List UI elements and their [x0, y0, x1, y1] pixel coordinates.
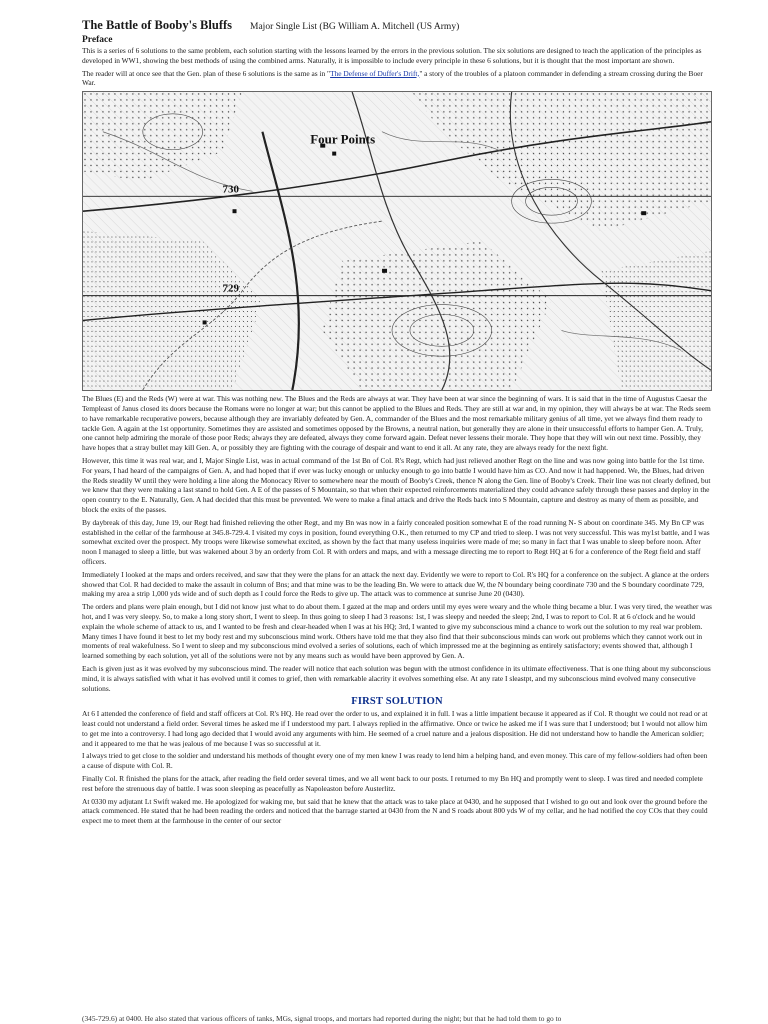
- map-label-729: 729: [222, 282, 239, 295]
- preface-paragraph-2: [82, 69, 712, 89]
- body-paragraph-2: However, this time it was real war, and I, Major Single List, was in actual command of the 1st Bn of Col. R's Regt, which had just relieved another Regt on the line and was now going into battle for the 1st time. For years, I had heard of the campaigns of Gen. A, and had hoped that if ever was lucky enough or unlucky enough to go into battle I would have him as CO. And now it had happened. We, the Blues, had driven the Reds steadily W until they were holding a line along the Monocacy River to somewhere near the mouth of Booby's Creek, thence N along the Gen. line of Booby's Creek. Their line was not clearly defined, but we knew that they were making a last stand to hold Gen. A E of the passes of S Mountain, so that when their expected reinforcements materialized they could advance safely through these passes and deploy in the open country to the E. Naturally, Gen. A had decided that this must be prevented. We were to make a final attack and drive the Reds back into S Mountain, capture and destroy as many of them as possible, and block the exits of the passes.: [82, 455, 711, 514]
- first-solution-paragraph-4: At 0330 my adjutant Lt Swift waked me. He apologized for waking me, but said that he knew that the attack was to take place at 0430, and he supposed that I wished to go out and look over the ground before the attack commenced. He stated that he had been reading the orders and noticed that the barrage started at 0430 from the N and S roads about 800 yds W of my cellar, and he had notified the coy COs that they could expect me to meet them at the farmhouse in the center of our sector: [82, 796, 708, 826]
- preface-label: Preface: [82, 35, 113, 45]
- body-paragraph-4: Immediately I looked at the maps and orders received, and saw that they were the plans for an attack the next day. Evidently we were to report to Col. R's HQ for a conference on the subject. A glance at the orders showed that Col. R had decided to make the assault in column of Bns; and that mine was to be the leading Bn. We were to attack due W, the N boundary being coordinate 730 and the S boundary coordinate 729, making my area a strip 1,000 yds wide and of such depth as I could force the Reds to give up. The attack was to commence at sunrise June 20 (0430).: [82, 569, 709, 599]
- first-solution-paragraph-1: At 6 I attended the conference of field and staff officers at Col. R's HQ. He read over the order to us, and explained it in full. I was a little impatient because it appeared as if Col. R thought we could not read or at least could not understand a field order. Several times he asked me if I understood my part. I always replied in the affirmative. Once or twice he asked me if I was sure that I understood; but I would not allow him to get me into a controversy. I had long ago decided that I would avoid any arguments with him. He seemed of a cruel nature and a jealous disposition. He did not understand how to handle the American soldier; and it appeared to me that he was jealous of me because I was so successful at it.: [82, 709, 708, 748]
- preface-paragraph-1: This is a series of 6 solutions to the same problem, each solution starting with the lessons learned by the errors in the previous solution. The six solutions are designed to teach the application of the principles as developed in WW1, showing the best methods of using the combined arms. Naturally, it is impossible to include every principle in these 6 solutions, but it is thought that the most important are shown.: [82, 46, 702, 65]
- first-solution-heading: FIRST SOLUTION: [351, 696, 443, 708]
- page-subtitle: Major Single List (BG William A. Mitchell (US Army): [250, 22, 460, 32]
- preface-p2-after: " a story of the troubles of a platoon commander in defending a stream crossing during the Boer War.: [82, 68, 703, 88]
- duffers-drift-link[interactable]: The Defense of Duffer's Drift,: [330, 68, 420, 78]
- map-label-730: 730: [222, 183, 239, 196]
- map-label-four-points: Four Points: [310, 131, 376, 147]
- first-solution-paragraph-3: Finally Col. R finished the plans for the attack, after reading the field order several times, and we all went back to our posts. I returned to my Bn HQ and promptly went to sleep. I was tired and needed complete rest before the strenuous day of battle. I was soon sleeping as peacefully as Napoleaston before Austerlitz.: [82, 774, 703, 793]
- topographic-map: [82, 91, 712, 391]
- body-paragraph-6: Each is given just as it was evolved by my subconscious mind. The reader will notice that each solution was begun with the utmost confidence in its ultimate effectiveness. That is one thing about my subconscious mind, it is always satisfied with what it has evolved until it comes to grief, then with remarkable alacrity it evolves something else. At any rate I sleastpt, and my subconscious mind evolved many consecutive solutions.: [82, 663, 711, 693]
- title-row: [82, 18, 712, 33]
- body-paragraph-5: The orders and plans were plain enough, but I did not know just what to do about them. I gazed at the map and orders until my eyes were weary and the whole thing became a blur. I was very tired, the weather was hot, and I was very sleepy. So, to make a long story short, I went to sleep. In thus going to sleep I had 3 reasons: 1st, I was sleepy and needed the sleep; 2nd, I was to report to Col. R at 6 o'clock and he would explain the whole scheme of attack to us, and I wanted to be fresh and clear-headed when I was at his HQ; 3rd, I wanted to give my subconscious mind a chance to work out the solution to my real war problem. Many times I have found it best to let my body rest and my subconscious mind work. Others have told me that they also find that their subconscious minds can work out problems which they cannot work out in moments of real wakefulness. So I went to sleep and my subconscious mind evolved a series of solutions, each of which impressed me at the beginning as entirely satisfactory; events showed that, although I learned something by each solution, yet all of the solutions were not by any means such as would have been approved by Gen. A.: [82, 602, 712, 661]
- page-title: The Battle of Booby's Bluffs: [82, 18, 233, 32]
- first-solution-paragraph-2: I always tried to get close to the soldier and understand his methods of thought every one of my men knew I was ready to lend him a helping hand, and even money. This care of my fellow-soldiers had often been a cause of dispute with Col. R.: [82, 751, 708, 771]
- body-paragraph-3: By daybreak of this day, June 19, our Regt had finished relieving the other Regt, and my Bn was now in a fairly concealed position somewhat E of the road running N- S about on coordinate 345. My Bn CP was established in the cellar of the farmhouse at 345.8-729.4. I visited my coys in position, found everything O.K., then returned to my CP and tried to sleep. I was not very successful. This was my1st battle, and I was somewhat excited over the prospect. My troops were likewise somewhat excited, as shown by the fact that many useless inquiries were made of me; so many in fact that I was unable to sleep before noon. After noon I managed to sleep a little, but was wakened about 3 by an orderly from Col. R with orders and maps, and with a message directing me to report to Regt HQ at 6 for a conference of the Regt field and staff officers.: [82, 517, 710, 566]
- body-paragraph-1: The Blues (E) and the Reds (W) were at war. This was nothing new. The Blues and the Reds are always at war. They have been at war since the beginning of wars. It is said that in the time of Augustus Caesar the Templeast of Janus closed its doors because the Romans were no longer at war; but this cannot be applied to the Blues and Reds. They are still at war and, in my opinion, they will always be at war. The Reds seem to have remarkable recuperative powers, because although they are invariably defeated by Gen. A, commander of the Blues and the most remarkable military genius of all time, yet we always find them ready to tackle Gen. A again at the 1st opportunity. Sometimes they are assisted and sometimes opposed by the Browns, a neutral nation, but generally they are alone in their unsuccessful efforts to hamper Gen. A. Truly, one cannot help admiring the morale of those poor Reds; always they are defeated, always they come forward again. Defeat never lessens their morale. They hope that they will win out next time. Possibly, they have hopes that a stray bullet may kill Gen. A, or possibly they are fighting with the courage of despair and want to end it all. At any rate, they are always ready for the next fight.: [82, 394, 711, 453]
- page-footer-continuation: (345-729.6) at 0400. He also stated that various officers of tanks, MGs, signal troops, and mortars had reported during the night; but that he had told them to go to: [82, 1014, 562, 1023]
- document-page: [82, 18, 712, 829]
- preface-p2-before: The reader will at once see that the Gen. plan of these 6 solutions is the same as in ": [82, 68, 331, 78]
